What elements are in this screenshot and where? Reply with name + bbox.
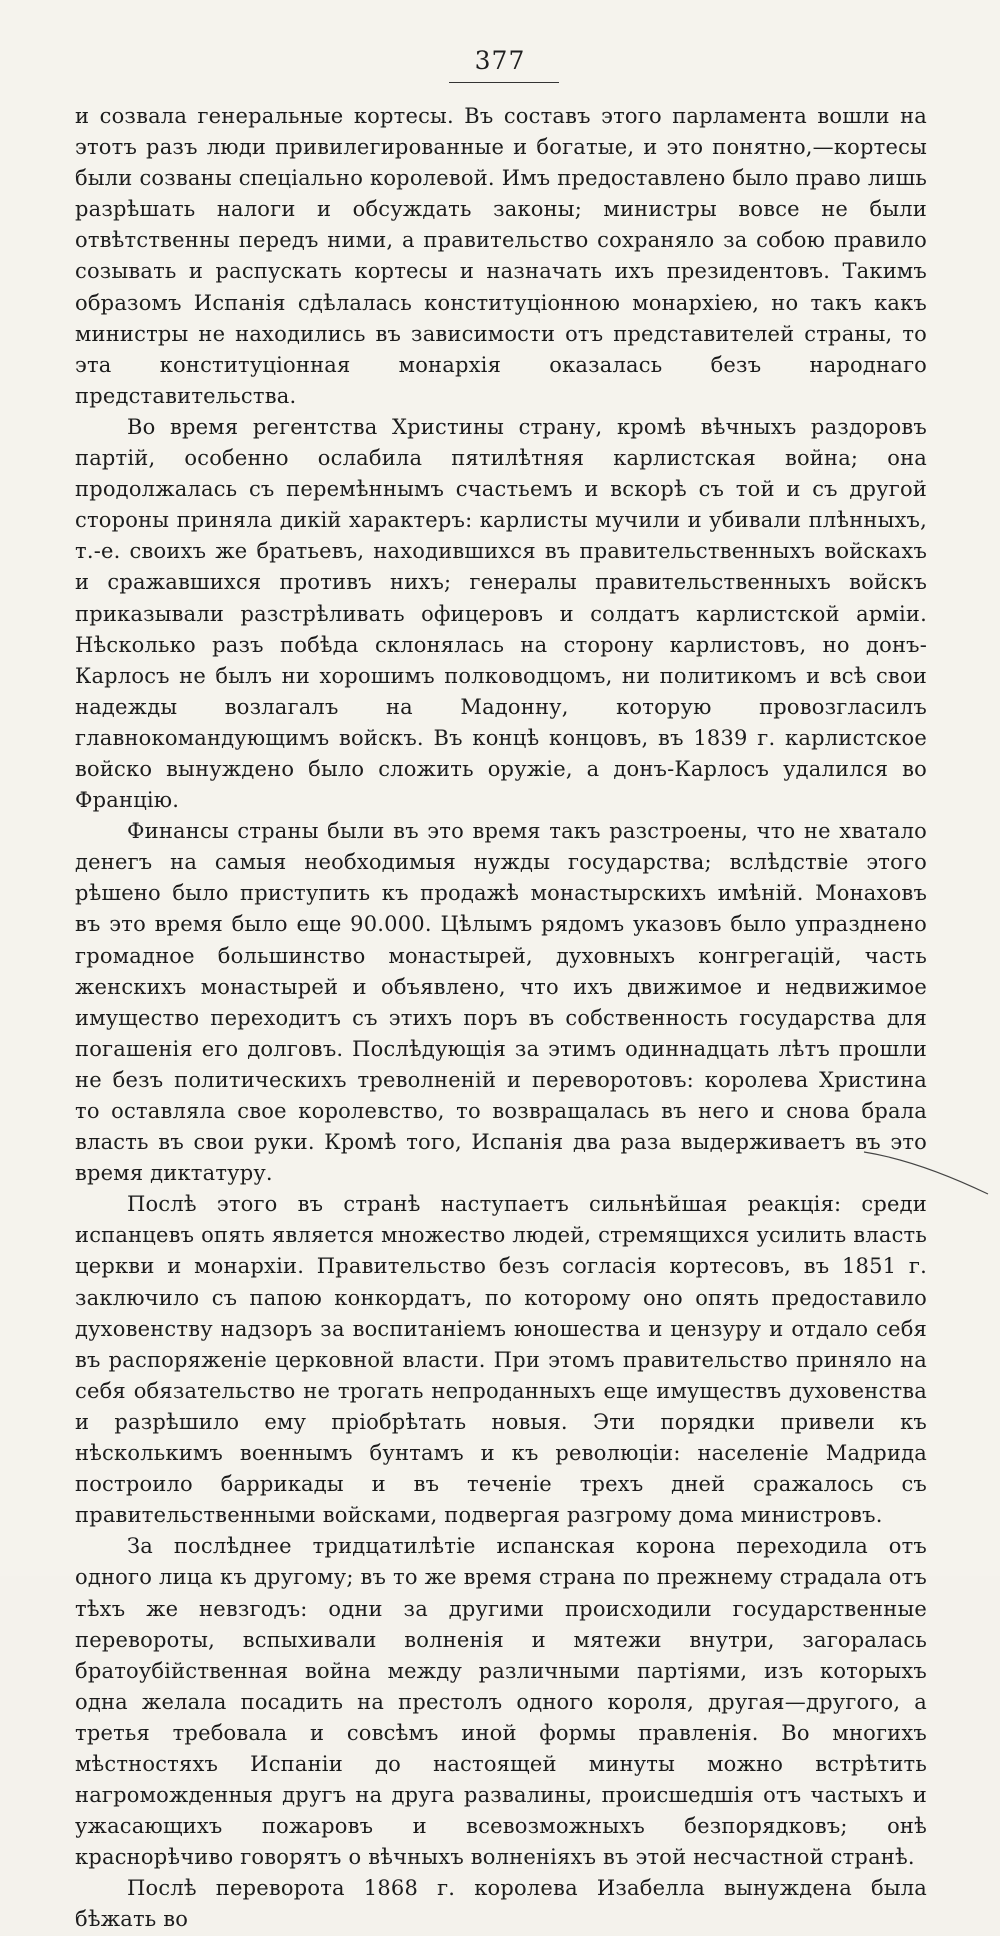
pencil-margin-mark [862,1148,992,1198]
page-number: 377 [474,46,526,75]
paragraph-1: и созвала генеральные кортесы. Въ составъ этого парламента вошли на этотъ разъ люди привилегированные и богатые, и это понятно,—кортесы были созваны спеціально королевой. Имъ предоставлено было право лишь разрѣшать налоги и обсуждать законы; министры вовсе не были отвѣтственны передъ ними, а правительство сохраняло за собою правило созывать и распускать кортесы и назначать ихъ президентовъ. Такимъ образомъ Испанія сдѣлалась конституціонною монархіею, но такъ какъ министры не находились въ зависимости отъ представителей страны, то эта конституціонная монархія оказалась безъ народнаго представительства. [75,104,927,408]
body-text [75,101,927,1936]
paragraph-3: Финансы страны были въ это время такъ разстроены, что не хватало денегъ на самыя необходимыя нужды государства; вслѣдствіе этого рѣшено было приступить къ продажѣ монастырскихъ имѣній. Монаховъ въ это время было еще 90.000. Цѣлымъ рядомъ указовъ было упразднено громадное большинство монастырей, духовныхъ конгрегацій, часть женскихъ монастырей и объявлено, что ихъ движимое и недвижимое имущество переходитъ съ этихъ поръ въ собственность государства для погашенія его долговъ. Послѣдующія за этимъ одиннадцать лѣтъ прошли не безъ политическихъ треволненій и переворотовъ: королева Христина то оставляла свое королевство, то возвращалась въ него и снова брала власть въ свои руки. Кромѣ того, Испанія два раза выдерживаетъ въ это время диктатуру. [75,819,927,1186]
paragraph-4: Послѣ этого въ странѣ наступаетъ сильнѣйшая реакція: среди испанцевъ опять является множество людей, стремящихся усилить власть церкви и монархіи. Правительство безъ согласія кортесовъ, въ 1851 г. заключило съ папою конкордатъ, по которому оно опять предоставило духовенству надзоръ за воспитаніемъ юношества и цензуру и отдало себя въ распоряженіе церковной власти. При этомъ правительство приняло на себя обязательство не трогать непроданныхъ еще имуществъ духовенства и разрѣшило ему пріобрѣтать новыя. Эти порядки привели къ нѣсколькимъ военнымъ бунтамъ и къ революціи: населеніе Мадрида построило баррикады и въ теченіе трехъ дней сражалось съ правительственными войсками, подвергая разгрому дома министровъ. [75,1192,927,1528]
paragraph-2: Во время регентства Христины страну, кромѣ вѣчныхъ раздоровъ партій, особенно ослабила пятилѣтняя карлистская война; она продолжалась съ перемѣннымъ счастьемъ и вскорѣ съ той и съ другой стороны приняла дикій характеръ: карлисты мучили и убивали плѣнныхъ, т.-е. своихъ же братьевъ, находившихся въ правительственныхъ войскахъ и сражавшихся противъ нихъ; генералы правительственныхъ войскъ приказывали разстрѣливать офицеровъ и солдатъ карлистской арміи. Нѣсколько разъ побѣда склонялась на сторону карлистовъ, но донъ-Карлосъ не былъ ни хорошимъ полководцомъ, ни политикомъ и всѣ свои надежды возлагалъ на Мадонну, которую провозгласилъ главнокомандующимъ войскъ. Въ концѣ концовъ, въ 1839 г. карлистское войско вынуждено было сложить оружіе, а донъ-Карлосъ удалился во Францію. [75,414,927,813]
page-number-rule [449,82,559,83]
paragraph-6: Послѣ переворота 1868 г. королева Изабелла вынуждена была бѣжать во [75,1876,927,1932]
paragraph-5: За послѣднее тридцатилѣтіе испанская корона переходила отъ одного лица къ другому; въ то же время страна по прежнему страдала отъ тѣхъ же невзгодъ: одни за другими происходили государственные перевороты, вспыхивали волненія и мятежи внутри, загоралась братоубійственная война между различными партіями, изъ которыхъ одна желала посадить на престолъ одного короля, другая—другого, а третья требовала и совсѣмъ иной формы правленія. Во многихъ мѣстностяхъ Испаніи до настоящей минуты можно встрѣтить нагроможденныя другъ на друга развалины, происшедшія отъ частыхъ и ужасающихъ пожаровъ и всевозможныхъ безпорядковъ; онѣ краснорѣчиво говорятъ о вѣчныхъ волненіяхъ въ этой несчастной странѣ. [75,1534,927,1870]
